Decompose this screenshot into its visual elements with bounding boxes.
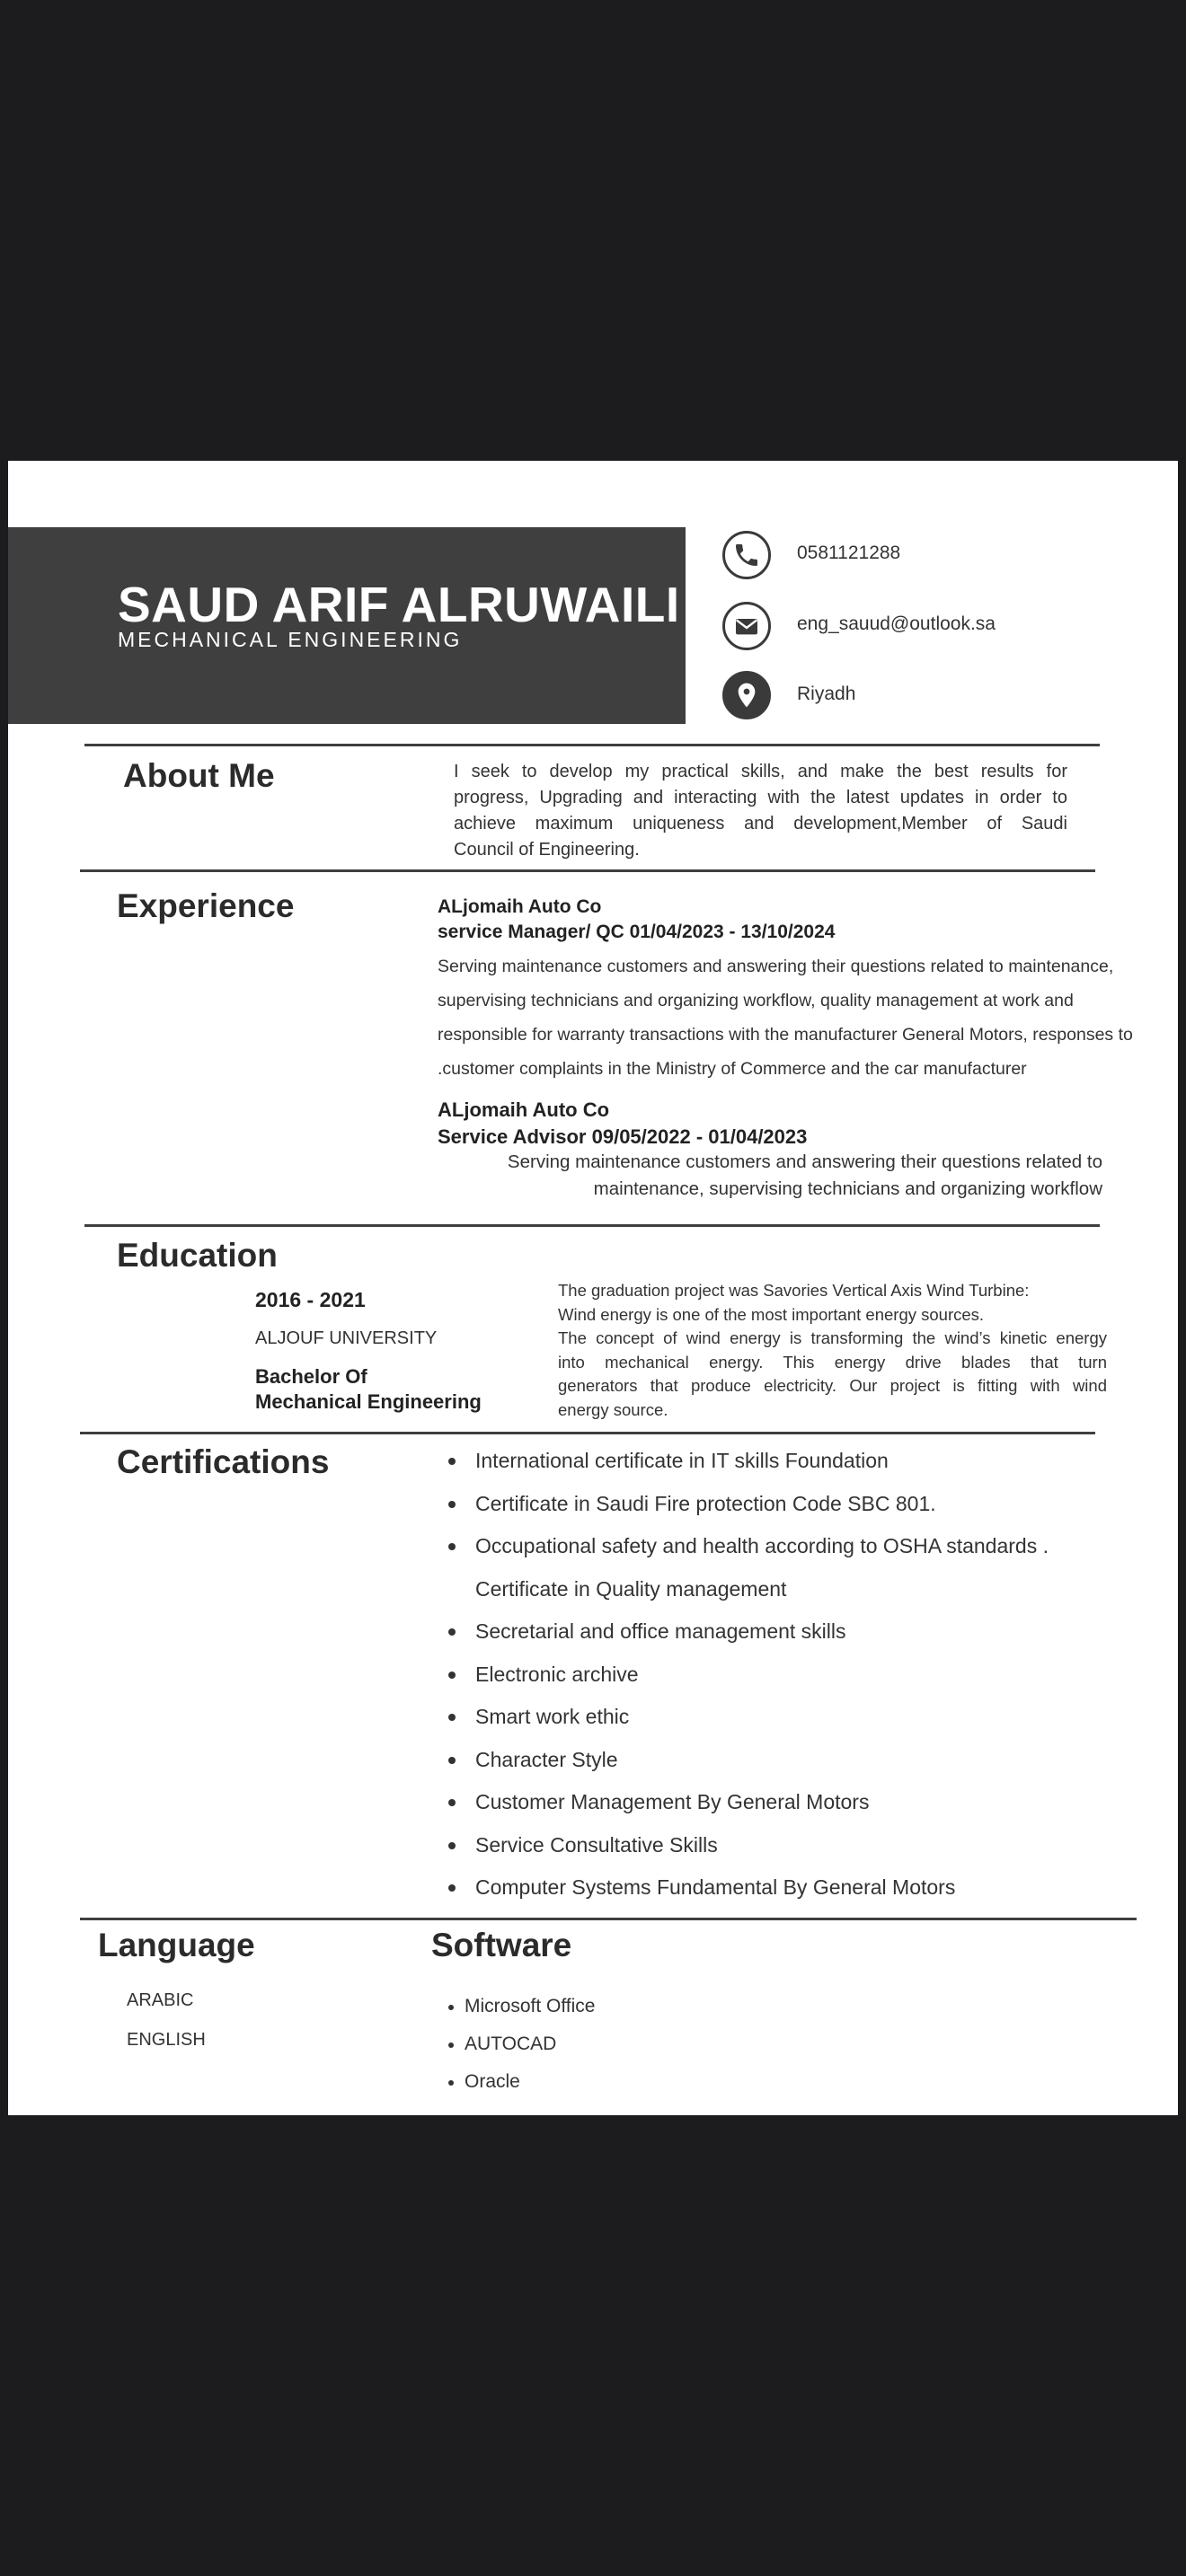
job-role: service Manager/ QC 01/04/2023 - 13/10/2024 — [438, 922, 836, 942]
about-line: Council of Engineering. — [454, 840, 640, 860]
language-list — [127, 1981, 206, 2060]
certification-item: Certificate in Quality management — [475, 1576, 787, 1601]
certification-item: Secretarial and office management skills — [448, 1614, 1049, 1657]
education-degree — [255, 1364, 482, 1415]
location-pin-icon — [722, 671, 771, 719]
about-text — [454, 759, 1067, 863]
job-company: ALjomaih Auto Co — [438, 1098, 610, 1121]
job-description — [438, 949, 1165, 1086]
project-line: Wind energy is one of the most important energy sources. — [558, 1304, 985, 1324]
email-icon — [722, 602, 771, 650]
certifications-heading: Certifications — [117, 1443, 330, 1480]
certification-item: International certificate in IT skills Foundation — [448, 1443, 1049, 1486]
certification-item: Certificate in Saudi Fire protection Code SBC 801. — [448, 1486, 1049, 1530]
language-heading: Language — [98, 1927, 255, 1963]
certification-item: Smart work ethic — [448, 1699, 1049, 1742]
certifications-list — [448, 1443, 1049, 1913]
divider — [84, 1224, 1100, 1227]
software-item: Oracle — [445, 2069, 595, 2106]
software-item: AUTOCAD — [445, 2031, 595, 2069]
certification-item: Service Consultative Skills — [448, 1828, 1049, 1871]
phone-icon — [722, 531, 771, 579]
resume-page — [8, 461, 1178, 2115]
project-line: energy source. — [558, 1399, 668, 1419]
about-line: I seek to develop my practical skills, and make the best results for — [454, 762, 1067, 781]
job-company: ALjomaih Auto Co — [438, 896, 602, 917]
project-line: The graduation project was Savories Vertical Axis Wind Turbine: — [558, 1281, 1030, 1300]
job-description-line: supervising technicians and organizing workflow, quality management at work and — [438, 991, 1074, 1010]
degree-line: Mechanical Engineering — [255, 1390, 482, 1413]
software-list — [445, 1993, 595, 2106]
job-description-line: Serving maintenance customers and answering their questions related to maintenance, — [438, 957, 1114, 976]
certification-item: Occupational safety and health according to OSHA standards . — [448, 1529, 1049, 1572]
divider — [80, 869, 1095, 872]
candidate-title: MECHANICAL ENGINEERING — [118, 628, 463, 651]
about-line: progress, Upgrading and interacting with the latest updates in order to — [454, 788, 1067, 807]
job-description-line: .customer complaints in the Ministry of Commerce and the car manufacturer — [438, 1059, 1027, 1079]
divider — [80, 1918, 1137, 1920]
software-item: Microsoft Office — [445, 1993, 595, 2031]
language-item: ARABIC — [127, 1990, 194, 2010]
certification-item: Electronic archive — [448, 1657, 1049, 1700]
candidate-name: SAUD ARIF ALRUWAILI — [118, 577, 680, 632]
certification-item: Computer Systems Fundamental By General Motors — [448, 1870, 1049, 1913]
education-university: ALJOUF UNIVERSITY — [255, 1328, 438, 1348]
job-description-line: responsible for warranty transactions with the manufacturer General Motors, responses to — [438, 1025, 1133, 1045]
about-heading: About Me — [123, 757, 275, 794]
contact-phone: 0581121288 — [797, 543, 901, 563]
about-line: achieve maximum uniqueness and development,Member of Saudi — [454, 814, 1067, 834]
education-heading: Education — [117, 1237, 278, 1274]
education-years: 2016 - 2021 — [255, 1288, 366, 1311]
certification-item: Character Style — [448, 1742, 1049, 1786]
language-item: ENGLISH — [127, 2030, 206, 2050]
project-line: The concept of wind energy is transforming the wind’s kinetic energy — [558, 1328, 1107, 1347]
contact-email: eng_sauud@outlook.sa — [797, 613, 996, 634]
job-description-line: maintenance, supervising technicians and organizing workflow — [593, 1178, 1102, 1199]
graduation-project — [558, 1279, 1107, 1422]
job-description-line: Serving maintenance customers and answering their questions related to — [507, 1151, 1102, 1172]
project-line: into mechanical energy. This energy drive blades that turn — [558, 1352, 1107, 1372]
software-heading: Software — [431, 1927, 572, 1963]
certification-item: Customer Management By General Motors — [448, 1785, 1049, 1828]
project-line: generators that produce electricity. Our project is fitting with wind — [558, 1376, 1107, 1395]
job-description — [438, 1149, 1102, 1203]
contact-location: Riyadh — [797, 684, 856, 704]
divider — [84, 744, 1100, 746]
divider — [80, 1432, 1095, 1434]
degree-line: Bachelor Of — [255, 1365, 367, 1388]
experience-heading: Experience — [117, 887, 295, 924]
job-role: Service Advisor 09/05/2022 - 01/04/2023 — [438, 1125, 808, 1148]
